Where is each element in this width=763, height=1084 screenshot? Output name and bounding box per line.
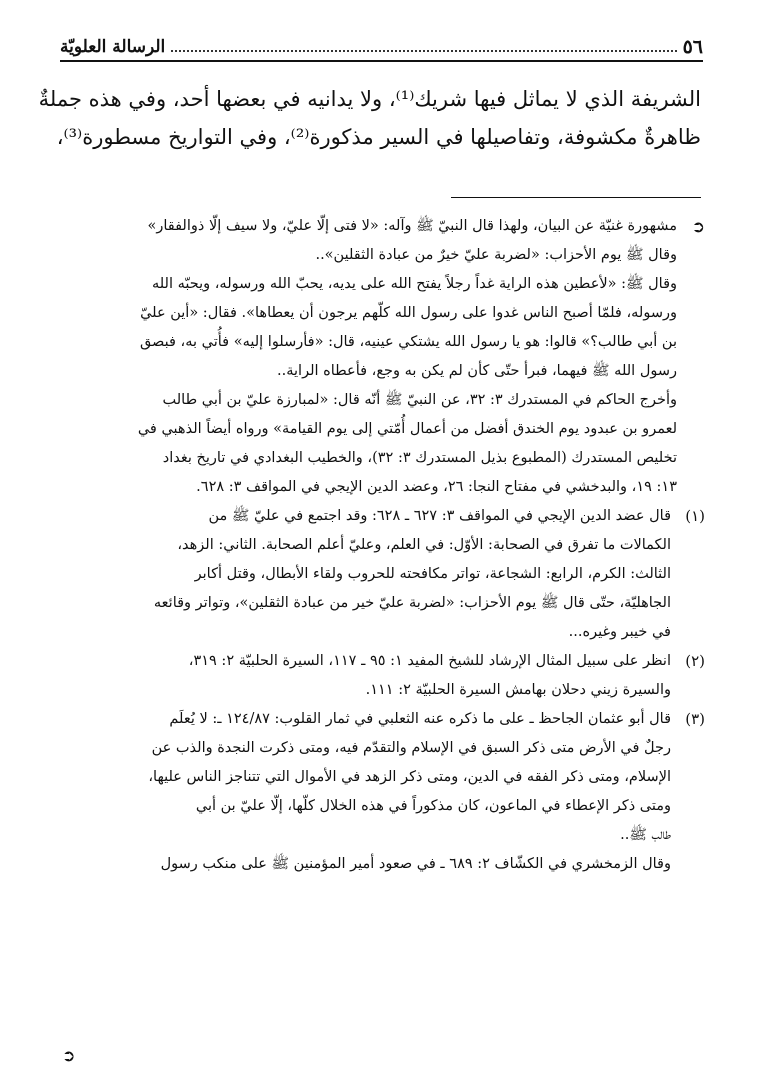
footnote-marker: (٢) <box>685 652 705 670</box>
footnote-line: وقال ﷺ: «لأعطين هذه الراية غداً رجلاً يفتح الله على يديه، يحبّ الله ورسوله، ويحبّه الله <box>151 276 677 292</box>
footnote-line: والسيرة زيني دحلان بهامش السيرة الحلبيّة ٢: ١١١. <box>365 682 671 698</box>
main-text-line: الشريفة الذي لا يماثل فيها شريك⁽¹⁾، ولا يدانيه في بعضها أحد، وفي هذه جملةٌ <box>38 87 701 111</box>
footnote-marker: (٣) <box>685 710 705 728</box>
footnote-1 <box>58 502 705 647</box>
continuation-arrow-icon: ➲ <box>62 1046 76 1065</box>
footnote-line: لعمرو بن عبدود يوم الخندق أفضل من أعمال أُمّتي إلى يوم القيامة» ورواه أيضاً الذهبي في <box>137 421 677 437</box>
main-text <box>38 80 701 156</box>
continuation-arrow-icon: ➲ <box>691 217 705 236</box>
footnote-line: انظر على سبيل المثال الإرشاد للشيخ المفيد ١: ٩٥ ـ ١١٧، السيرة الحلبيّة ٢: ٣١٩، <box>188 653 671 669</box>
footnote-line: طالب ﷺ.. <box>620 827 671 843</box>
footnote-line: الجاهليّة، حتّى قال ﷺ يوم الأحزاب: «لضربة عليّ خير من عبادة الثقلين»، وتواتر وقائعه <box>153 595 671 611</box>
footnote-line: رجلٌ في الأرض متى ذكر السبق في الإسلام والتقدّم فيه، ومتى ذكرت النجدة والذب عن <box>151 740 671 756</box>
footnote-line: الإسلام، ومتى ذكر الفقه في الدين، ومتى ذكر الزهد في الأموال التي تتناجز الناس عليها، <box>148 769 671 785</box>
footnote-line: وأخرج الحاكم في المستدرك ٣: ٣٢، عن النبيّ ﷺ أنّه قال: «لمبارزة عليّ بن أبي طالب <box>162 392 677 408</box>
footnote-line: وقال ﷺ يوم الأحزاب: «لضربة عليّ خيرٌ من عبادة الثقلين».. <box>315 247 677 263</box>
footnote-line: مشهورة غنيّة عن البيان، ولهذا قال النبيّ ﷺ وآله: «لا فتى إلّا عليّ، ولا سيف إلّا ذوالفقار» <box>147 218 677 234</box>
footnote-line: قال عضد الدين الإيجي في المواقف ٣: ٦٢٧ ـ ٦٢٨: وقد اجتمع في عليّ ﷺ من <box>208 508 671 524</box>
footnote-line: ١٣: ١٩، والبدخشي في مفتاح النجا: ٢٦، وعضد الدين الإيجي في المواقف ٣: ٦٢٨. <box>196 479 677 495</box>
footnote-line: قال أبو عثمان الجاحظ ـ على ما ذكره عنه الثعلبي في ثمار القلوب: ١٢٤/٨٧ ـ: لا يُعلَم <box>169 711 671 727</box>
footnotes <box>58 212 705 879</box>
running-title: الرسالة العلويّة <box>60 37 166 57</box>
running-header <box>60 30 703 62</box>
main-text-line: ظاهرةٌ مكشوفة، وتفاصيلها في السير مذكورة⁽²⁾، وفي التواريخ مسطورة⁽³⁾، <box>56 125 701 149</box>
header-dotted-leader <box>171 50 676 52</box>
footnote-continuation <box>58 212 705 502</box>
footnote-3 <box>58 705 705 879</box>
footnote-line: الثالث: الكرم، الرابع: الشجاعة، تواتر مكافحته للحروب ولقاء الأبطال، وقتل أكابر <box>194 566 671 582</box>
footnote-line: الكمالات ما تفرق في الصحابة: الأوّل: في العلم، وعليّ أعلم الصحابة. الثاني: الزهد، <box>177 537 671 553</box>
footnote-line: في خيبر وغيره... <box>568 624 671 640</box>
page-number: ٥٦ <box>682 36 703 58</box>
footnote-line: ورسوله، فلمّا أصبح الناس غدوا على رسول الله كلّهم يرجون أن يعطاها». فقال: «أين عليّ <box>140 305 677 321</box>
footnote-2 <box>58 647 705 705</box>
footnote-line: بن أبي طالب؟» قالوا: هو يا رسول الله يشتكي عينيه، قال: «فأرسلوا إليه» فأُتي به، فبصق <box>139 334 677 350</box>
footnote-line: رسول الله ﷺ فيهما، فبرأ حتّى كأن لم يكن به وجع، فأعطاه الراية.. <box>277 363 677 379</box>
footnote-separator <box>451 197 701 198</box>
footnote-line: تخليص المستدرك (المطبوع بذيل المستدرك ٣: ٣٢)، والخطيب البغدادي في تاريخ بغداد <box>162 450 677 466</box>
footnote-line: وقال الزمخشري في الكشّاف ٢: ٦٨٩ ـ في صعود أمير المؤمنين ﷺ على منكب رسول <box>160 856 671 872</box>
footnote-line: ومتى ذكر الإعطاء في الماعون، كان مذكوراً في هذه الخلال كلّها، إلّا عليّ بن أبي <box>195 798 671 814</box>
footnote-marker: (١) <box>685 507 705 525</box>
